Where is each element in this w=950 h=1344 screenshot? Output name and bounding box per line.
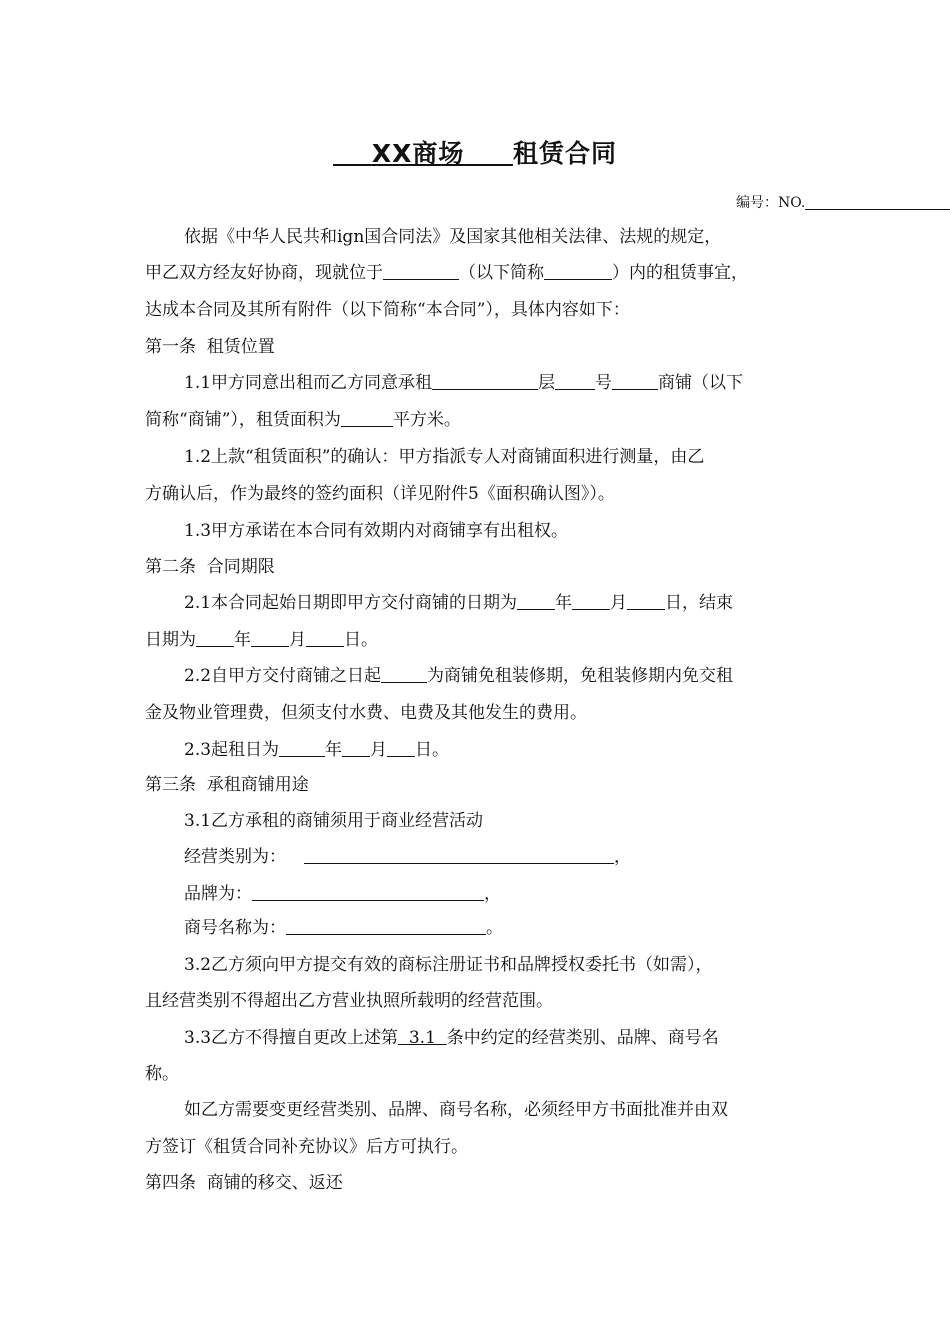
start-month-blank xyxy=(572,593,610,610)
clause-reference: 3.1 xyxy=(398,1028,447,1048)
rent-start-day-blank xyxy=(387,740,415,757)
short-name-blank xyxy=(544,263,612,280)
end-day-blank xyxy=(306,630,344,647)
title-suffix: 租赁合同 xyxy=(512,139,617,168)
floor-blank xyxy=(432,373,538,390)
clause-1-2-line-2: 方确认后，作为最终的签约面积（详见附件5《面积确认图》）。 xyxy=(145,484,615,504)
title-mall-blank: XX商场 xyxy=(371,139,465,168)
article-2-heading: 第二条 合同期限 xyxy=(145,557,275,577)
rent-free-period-blank xyxy=(381,666,427,683)
clause-2-3: 2.3起租日为 年 月 日。 xyxy=(184,740,450,760)
start-year-blank xyxy=(517,593,555,610)
preamble-line-2: 甲乙双方经友好协商，现就位于 （以下简称 ）内的租赁事宜， xyxy=(145,263,748,283)
clause-3-4-line-2: 方签订《租赁合同补充协议》后方可执行。 xyxy=(145,1137,468,1157)
rent-start-year-blank xyxy=(279,740,325,757)
clause-2-1-line-2: 日期为 年 月 日。 xyxy=(145,630,378,650)
trade-name-line: 商号名称为： 。 xyxy=(184,918,503,938)
start-day-blank xyxy=(627,593,665,610)
clause-3-2-line-1: 3.2乙方须向甲方提交有效的商标注册证书和品牌授权委托书（如需）， xyxy=(184,955,713,975)
clause-3-3-line-2: 称。 xyxy=(145,1064,179,1084)
end-month-blank xyxy=(251,630,289,647)
clause-1-1-line-1: 1.1甲方同意出租而乙方同意承租 层 号 商铺（以下 xyxy=(184,373,744,393)
article-4-heading: 第四条 商铺的移交、返还 xyxy=(145,1173,343,1193)
rent-start-month-blank xyxy=(342,740,370,757)
business-category-line: 经营类别为： ， xyxy=(184,847,631,867)
preamble-line-3: 达成本合同及其所有附件（以下简称“本合同”），具体内容如下： xyxy=(145,300,630,320)
unit-number-blank xyxy=(555,373,595,390)
clause-1-2-line-1: 1.2上款“租赁面积”的确认：甲方指派专人对商铺面积进行测量，由乙 xyxy=(184,447,705,467)
clause-2-2-line-2: 金及物业管理费，但须支付水费、电费及其他发生的费用。 xyxy=(145,703,587,723)
end-year-blank xyxy=(196,630,234,647)
clause-1-1-line-2: 简称“商铺”），租赁面积为 平方米。 xyxy=(145,410,461,430)
clause-3-2-line-2: 且经营类别不得超出乙方营业执照所载明的经营范围。 xyxy=(145,991,553,1011)
shop-blank xyxy=(612,373,658,390)
article-3-heading: 第三条 承租商铺用途 xyxy=(145,775,309,795)
clause-1-3: 1.3甲方承诺在本合同有效期内对商铺享有出租权。 xyxy=(184,521,569,541)
area-blank xyxy=(341,410,393,427)
clause-2-1-line-1: 2.1本合同起始日期即甲方交付商铺的日期为 年 月 日，结束 xyxy=(184,593,734,613)
document-number: 编号：NO. xyxy=(736,192,950,212)
contract-title xyxy=(0,134,950,170)
document-number-blank xyxy=(805,195,950,210)
location-blank xyxy=(383,263,459,280)
trade-name-blank xyxy=(286,918,486,935)
clause-2-2-line-1: 2.2自甲方交付商铺之日起 为商铺免租装修期，免租装修期内免交租 xyxy=(184,666,734,686)
preamble-line-1: 依据《中华人民共和ign国合同法》及国家其他相关法律、法规的规定， xyxy=(184,227,722,247)
clause-3-4-line-1: 如乙方需要变更经营类别、品牌、商号名称，必须经甲方书面批准并由双 xyxy=(184,1100,728,1120)
business-category-blank xyxy=(304,847,614,864)
brand-line: 品牌为： ， xyxy=(184,884,501,904)
article-1-heading: 第一条 租赁位置 xyxy=(145,337,275,357)
clause-3-1: 3.1乙方承租的商铺须用于商业经营活动 xyxy=(184,811,484,831)
clause-3-3-line-1: 3.3乙方不得擅自更改上述第 3.1 条中约定的经营类别、品牌、商号名 xyxy=(184,1028,719,1048)
brand-blank xyxy=(252,884,484,901)
